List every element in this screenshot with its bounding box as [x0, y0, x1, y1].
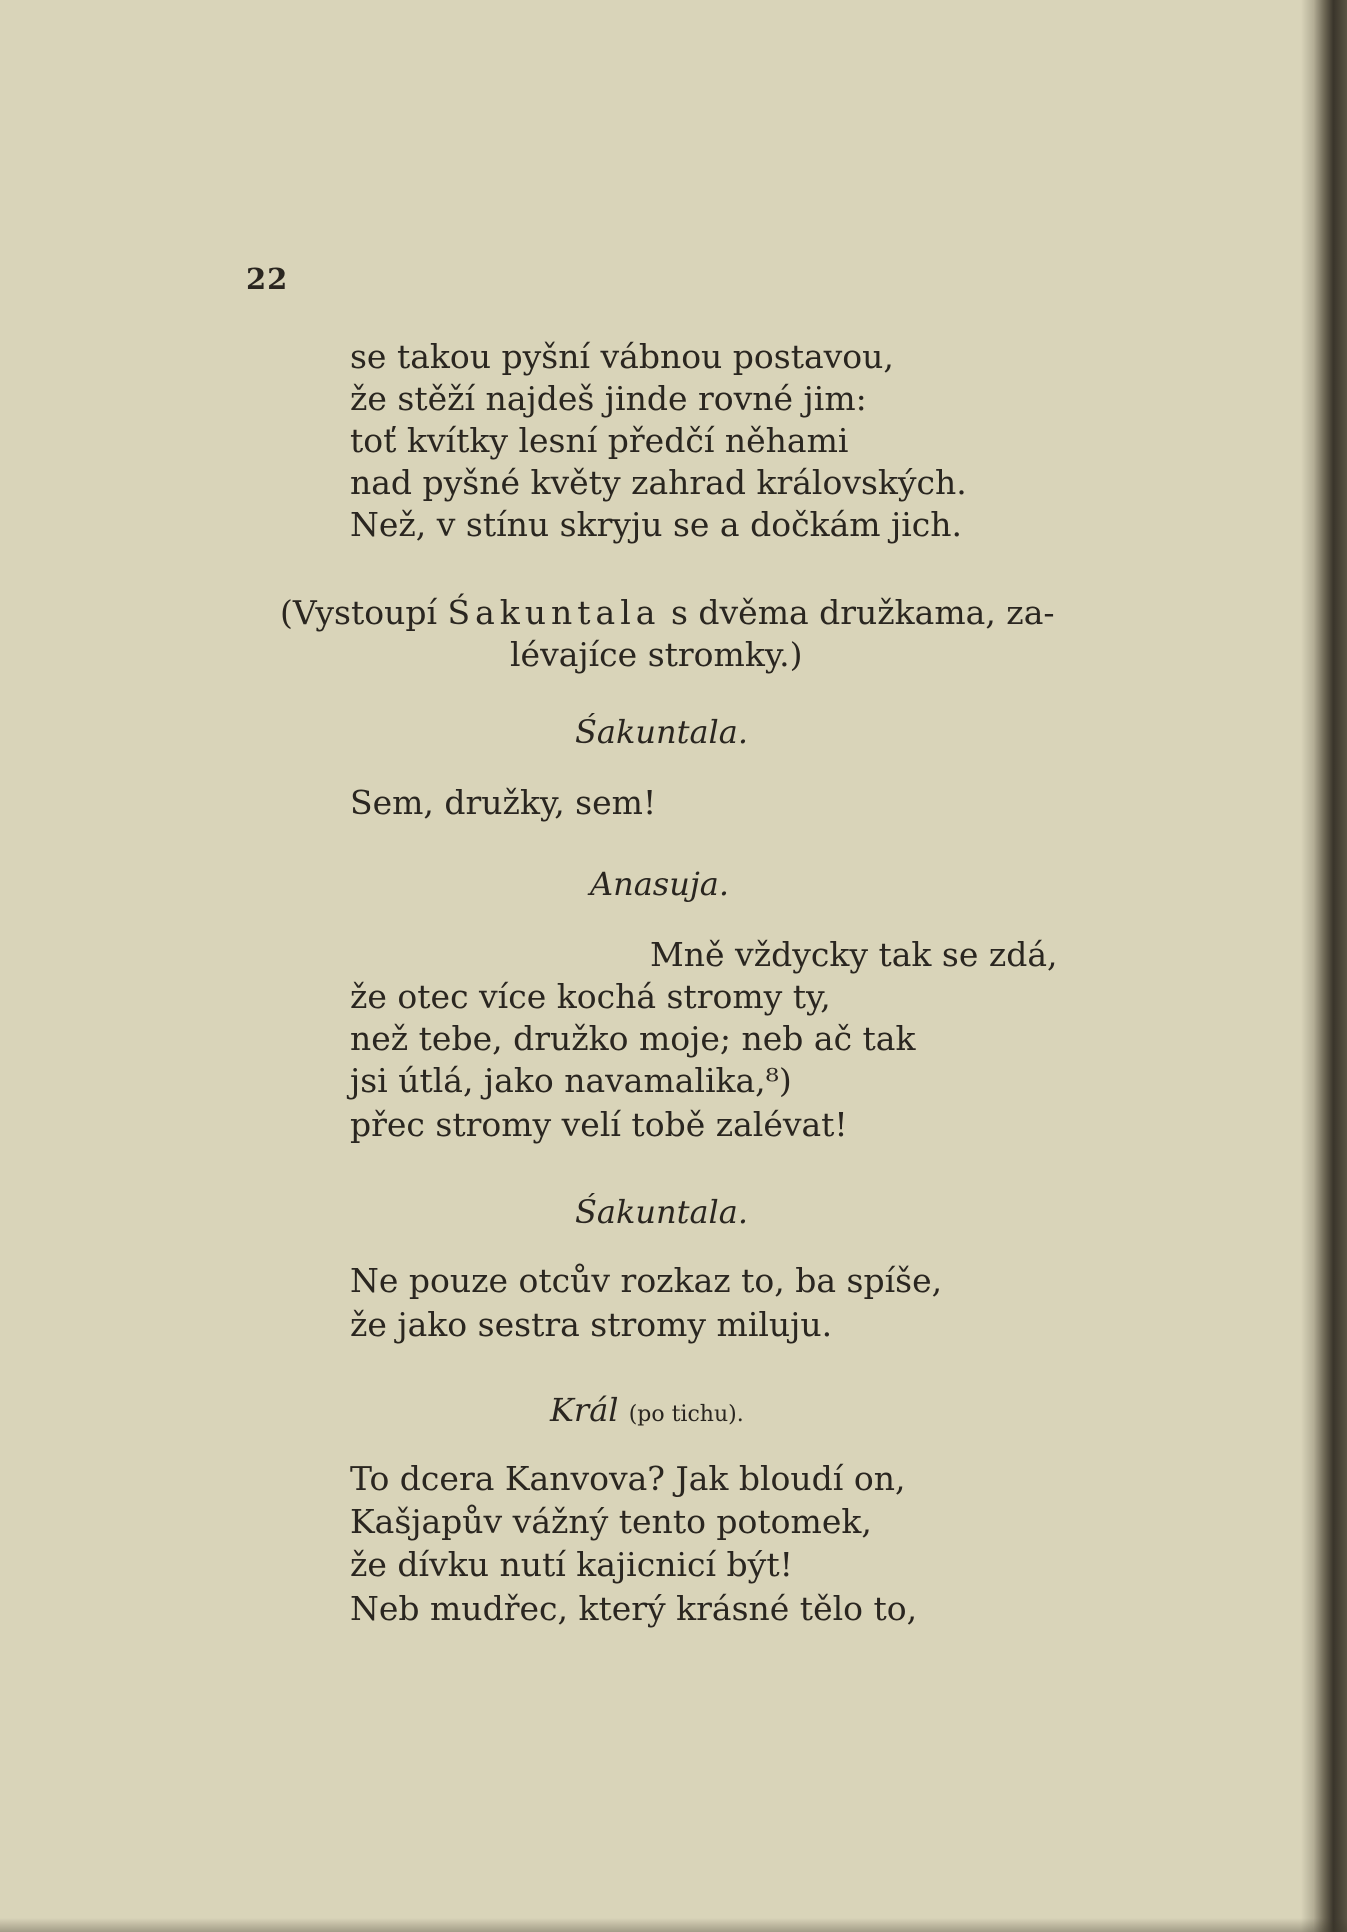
speaker-name: Král	[550, 1391, 619, 1429]
speaker-heading	[550, 1391, 744, 1429]
verse-line: Kašjapův vážný tento potomek,	[350, 1502, 872, 1541]
stage-direction-end: s dvěma družkama, za-	[670, 593, 1055, 632]
verse-line: se takou pyšní vábnou postavou,	[350, 337, 894, 376]
verse-line: přec stromy velí tobě zalévat!	[350, 1105, 848, 1144]
verse-line: než tebe, družko moje; neb ač tak	[350, 1019, 916, 1058]
verse-line: že jako sestra stromy miluju.	[350, 1305, 833, 1344]
speaker-heading: Śakuntala.	[575, 1193, 749, 1231]
verse-line: že otec více kochá stromy ty,	[350, 977, 831, 1016]
stage-direction-start: (Vystoupí	[280, 593, 438, 632]
verse-line: Než, v stínu skryju se a dočkám jich.	[350, 505, 963, 544]
verse-line: toť kvítky lesní předčí něhami	[350, 421, 849, 460]
stage-direction	[280, 593, 1055, 632]
verse-line: že dívku nutí kajicnicí být!	[350, 1545, 793, 1584]
verse-line: Mně vždycky tak se zdá,	[650, 935, 1058, 974]
character-name: Śakuntala	[447, 593, 661, 632]
page-number: 22	[246, 262, 289, 296]
book-spine-edge	[1313, 0, 1347, 1932]
verse-line: Ne pouze otcův rozkaz to, ba spíše,	[350, 1261, 943, 1300]
verse-line: nad pyšné květy zahrad královských.	[350, 463, 967, 502]
verse-line: To dcera Kanvova? Jak bloudí on,	[350, 1459, 906, 1498]
verse-line: jsi útlá, jako navamalika,⁸)	[350, 1061, 792, 1100]
verse-line: že stěží najdeš jinde rovné jim:	[350, 379, 867, 418]
speaker-direction: (po tichu).	[628, 1402, 744, 1427]
verse-line: Sem, družky, sem!	[350, 783, 657, 822]
speaker-heading: Śakuntala.	[575, 713, 749, 751]
verse-line: Neb mudřec, který krásné tělo to,	[350, 1589, 918, 1628]
speaker-heading: Anasuja.	[590, 865, 729, 903]
stage-direction-continued: lévajíce stromky.)	[510, 635, 803, 674]
bottom-shadow	[0, 1918, 1347, 1932]
page-shadow	[1301, 0, 1313, 1932]
